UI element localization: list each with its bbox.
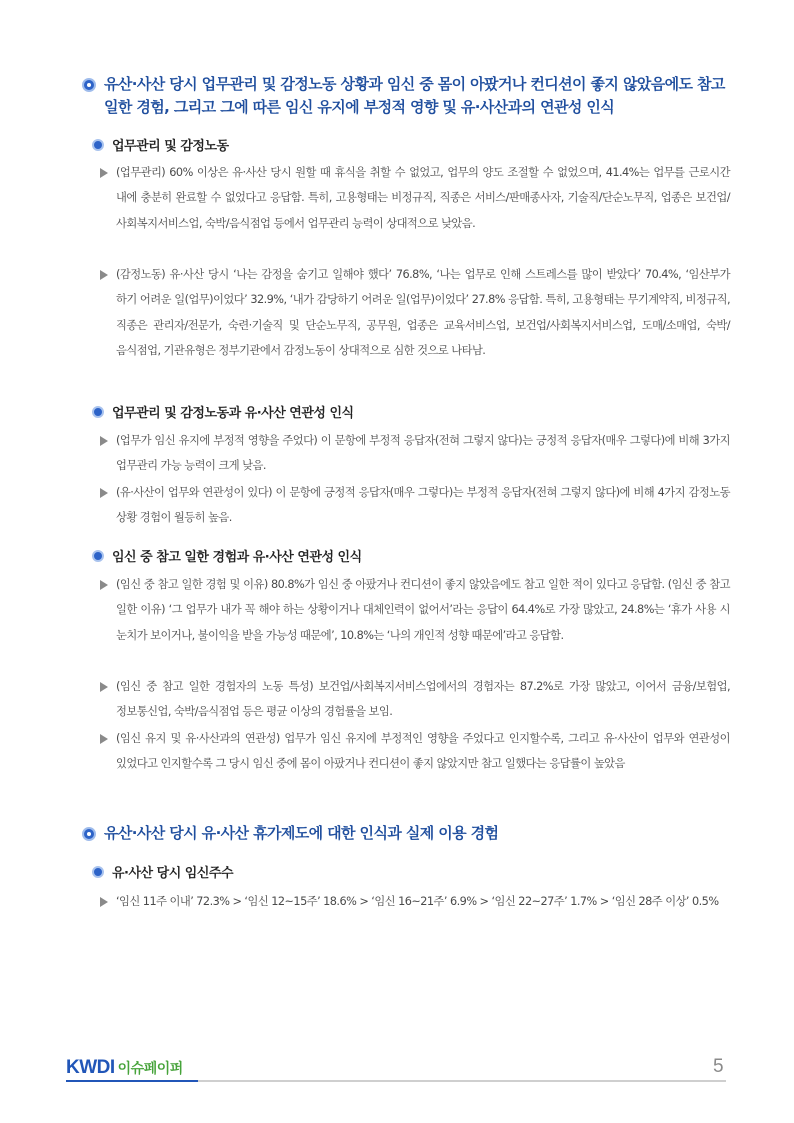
triangle-bullet-icon [100,436,108,446]
logo-issue-paper: 이슈페이퍼 [117,1061,183,1077]
list-item [100,889,730,914]
list-item [100,428,730,479]
page-number: 5 [713,1056,724,1077]
subsection-bullet-icon [92,406,104,418]
section-bullet-icon [82,78,96,92]
list-item-text: (임신 중 참고 일한 경험 및 이유) 80.8%가 임신 중 아팠거나 컨디션이 좋지 않았음에도 참고 일한 적이 있다고 응답함. (임신 중 참고 일한 이유) ‘그 업무가 내가 꼭 해야 하는 상황이거나 대체인력이 없어서’라는 응답이 64.4%로 가장 많았고, 24.8%는 ‘휴가 사용 시 눈치가 보이거나, 불이익을 받을 가능성 때문에’, 10.8%는 ‘나의 개인적 성향 때문에’라고 응답함. [116,578,730,642]
subsection-bullet-icon [92,550,104,562]
triangle-bullet-icon [100,734,108,744]
section-title: 유산·사산 당시 업무관리 및 감정노동 상황과 임신 중 몸이 아팠거나 컨디션이 좋지 않았음에도 참고 일한 경험, 그리고 그에 따른 임신 유지에 부정적 영향 및 유·사산과의 연관성 인식 [104,75,725,116]
subsection-title: 임신 중 참고 일한 경험과 유·사산 연관성 인식 [112,550,362,565]
triangle-bullet-icon [100,682,108,692]
subsection-heading-2-1 [92,862,732,881]
subsection-title: 유·사산 당시 임신주수 [112,866,234,881]
footer-divider-accent [66,1080,198,1082]
list-item-text: (유·사산이 업무와 연관성이 있다) 이 문항에 긍정적 응답자(매우 그렇다)는 부정적 응답자(전혀 그렇지 않다)에 비해 4가지 감정노동 상황 경험이 월등히 높음. [116,486,730,525]
logo-kwdi: KWDI [66,1057,115,1078]
subsection-title: 업무관리 및 감정노동 [112,139,229,154]
list-item [100,262,730,363]
subsection-heading-1-2 [92,402,732,421]
list-item [100,480,730,531]
list-item-text: (임신 유지 및 유·사산과의 연관성) 업무가 임신 유지에 부정적인 영향을 주었다고 인지할수록, 그리고 유·사산이 업무와 연관성이 있었다고 인지할수록 그 당시 임신 중에 몸이 아팠거나 컨디션이 좋지 않았지만 참고 일했다는 응답률이 높았음 [116,732,730,771]
list-item [100,572,730,648]
section-heading-2 [82,822,732,845]
subsection-bullet-icon [92,139,104,151]
subsection-title: 업무관리 및 감정노동과 유·사산 연관성 인식 [112,406,354,421]
list-item [100,726,730,777]
triangle-bullet-icon [100,580,108,590]
subsection-bullet-icon [92,866,104,878]
triangle-bullet-icon [100,168,108,178]
subsection-heading-1-3 [92,546,732,565]
list-item-text: (업무관리) 60% 이상은 유·사산 당시 원할 때 휴식을 취할 수 없었고, 업무의 양도 조절할 수 없었으며, 41.4%는 업무를 근로시간 내에 충분히 완료할 수 없었다고 응답함. 특히, 고용형태는 비정규직, 직종은 서비스/판매종사자, 기술직/단순노무직, 업종은 보건업/사회복지서비스업, 숙박/음식점업 등에서 업무관리 능력이 상대적으로 낮았음. [116,166,730,230]
list-item [100,674,730,725]
list-item-text: ‘임신 11주 이내’ 72.3% > ‘임신 12~15주’ 18.6% > ‘임신 16~21주’ 6.9% > ‘임신 22~27주’ 1.7% > ‘임신 28주 이상’ 0.5% [116,895,719,908]
subsection-heading-1-1 [92,135,732,154]
section-title: 유산·사산 당시 유·사산 휴가제도에 대한 인식과 실제 이용 경험 [104,824,499,842]
list-item-text: (업무가 임신 유지에 부정적 영향을 주었다) 이 문항에 부정적 응답자(전혀 그렇지 않다)는 긍정적 응답자(매우 그렇다)에 비해 3가지 업무관리 가능 능력이 크게 낮음. [116,434,730,473]
triangle-bullet-icon [100,897,108,907]
section-bullet-icon [82,827,96,841]
section-heading-1 [82,73,732,119]
triangle-bullet-icon [100,270,108,280]
list-item-text: (감정노동) 유·사산 당시 ‘나는 감정을 숨기고 일해야 했다’ 76.8%, ‘나는 업무로 인해 스트레스를 많이 받았다’ 70.4%, ‘임산부가 하기 어려운 일(업무)이었다’ 32.9%, ‘내가 감당하기 어려운 일(업무)이었다’ 27.8% 응답함. 특히, 고용형태는 무기계약직, 비정규직, 직종은 관리자/전문가, 숙련·기술직 및 단순노무직, 공무원, 업종은 교육서비스업, 보건업/사회복지서비스업, 도매/소매업, 숙박/음식점업, 기관유형은 정부기관에서 감정노동이 상대적으로 심한 것으로 나타남. [116,268,730,357]
triangle-bullet-icon [100,488,108,498]
footer-logo [66,1057,183,1079]
list-item [100,160,730,236]
list-item-text: (임신 중 참고 일한 경험자의 노동 특성) 보건업/사회복지서비스업에서의 경험자는 87.2%로 가장 많았고, 이어서 금융/보험업, 정보통신업, 숙박/음식점업 등은 평균 이상의 경험률을 보임. [116,680,730,719]
